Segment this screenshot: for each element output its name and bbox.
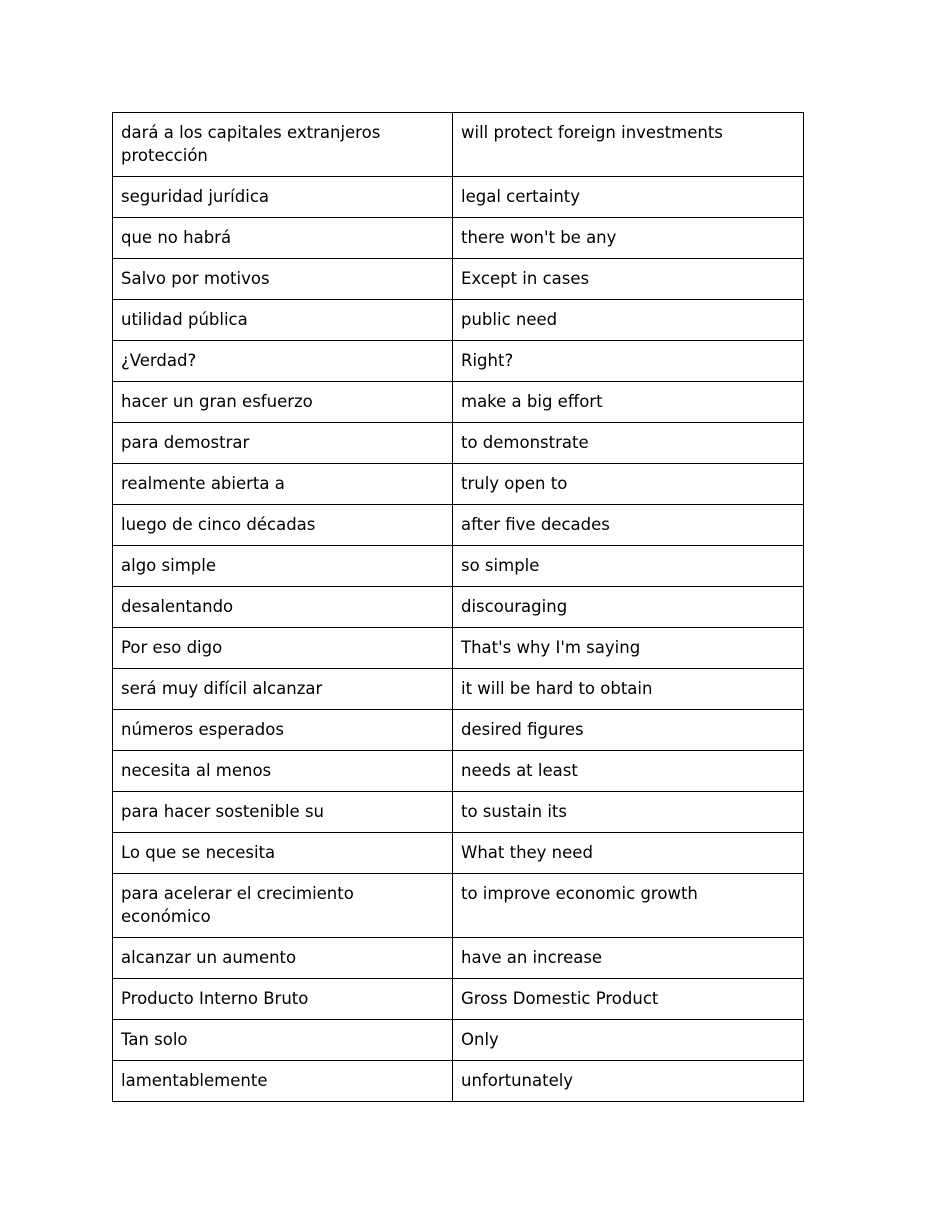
english-cell: will protect foreign investments <box>453 113 804 177</box>
english-cell: to sustain its <box>453 792 804 833</box>
english-cell: legal certainty <box>453 177 804 218</box>
table-row <box>113 177 804 218</box>
english-cell: Only <box>453 1020 804 1061</box>
table-row <box>113 792 804 833</box>
spanish-cell: Producto Interno Bruto <box>113 979 453 1020</box>
spanish-cell: para hacer sostenible su <box>113 792 453 833</box>
spanish-cell: necesita al menos <box>113 751 453 792</box>
spanish-cell: realmente abierta a <box>113 464 453 505</box>
glossary-table <box>112 112 804 1102</box>
spanish-cell: Por eso digo <box>113 628 453 669</box>
english-cell: That's why I'm saying <box>453 628 804 669</box>
english-cell: Right? <box>453 341 804 382</box>
table-row <box>113 382 804 423</box>
table-row <box>113 113 804 177</box>
english-cell: make a big effort <box>453 382 804 423</box>
table-row <box>113 628 804 669</box>
english-cell: Gross Domestic Product <box>453 979 804 1020</box>
english-cell: to demonstrate <box>453 423 804 464</box>
table-row <box>113 938 804 979</box>
spanish-cell: lamentablemente <box>113 1061 453 1102</box>
spanish-cell: alcanzar un aumento <box>113 938 453 979</box>
english-cell: What they need <box>453 833 804 874</box>
spanish-cell: para acelerar el crecimiento económico <box>113 874 453 938</box>
english-cell: after five decades <box>453 505 804 546</box>
spanish-cell: para demostrar <box>113 423 453 464</box>
table-row <box>113 464 804 505</box>
table-row <box>113 751 804 792</box>
table-row <box>113 218 804 259</box>
english-cell: needs at least <box>453 751 804 792</box>
table-row <box>113 300 804 341</box>
english-cell: Except in cases <box>453 259 804 300</box>
spanish-cell: Lo que se necesita <box>113 833 453 874</box>
table-row <box>113 1061 804 1102</box>
spanish-cell: números esperados <box>113 710 453 751</box>
spanish-cell: utilidad pública <box>113 300 453 341</box>
english-cell: truly open to <box>453 464 804 505</box>
table-row <box>113 874 804 938</box>
spanish-cell: Salvo por motivos <box>113 259 453 300</box>
table-row <box>113 587 804 628</box>
table-row <box>113 669 804 710</box>
table-row <box>113 546 804 587</box>
english-cell: have an increase <box>453 938 804 979</box>
table-row <box>113 710 804 751</box>
spanish-cell: ¿Verdad? <box>113 341 453 382</box>
english-cell: unfortunately <box>453 1061 804 1102</box>
spanish-cell: algo simple <box>113 546 453 587</box>
english-cell: to improve economic growth <box>453 874 804 938</box>
english-cell: there won't be any <box>453 218 804 259</box>
english-cell: discouraging <box>453 587 804 628</box>
spanish-cell: hacer un gran esfuerzo <box>113 382 453 423</box>
spanish-cell: Tan solo <box>113 1020 453 1061</box>
spanish-cell: que no habrá <box>113 218 453 259</box>
spanish-cell: desalentando <box>113 587 453 628</box>
english-cell: public need <box>453 300 804 341</box>
spanish-cell: seguridad jurídica <box>113 177 453 218</box>
table-row <box>113 833 804 874</box>
english-cell: so simple <box>453 546 804 587</box>
spanish-cell: dará a los capitales extranjeros protección <box>113 113 453 177</box>
table-row <box>113 505 804 546</box>
spanish-cell: será muy difícil alcanzar <box>113 669 453 710</box>
table-row <box>113 979 804 1020</box>
english-cell: desired figures <box>453 710 804 751</box>
table-row <box>113 423 804 464</box>
table-row <box>113 1020 804 1061</box>
spanish-cell: luego de cinco décadas <box>113 505 453 546</box>
table-row <box>113 259 804 300</box>
english-cell: it will be hard to obtain <box>453 669 804 710</box>
table-row <box>113 341 804 382</box>
